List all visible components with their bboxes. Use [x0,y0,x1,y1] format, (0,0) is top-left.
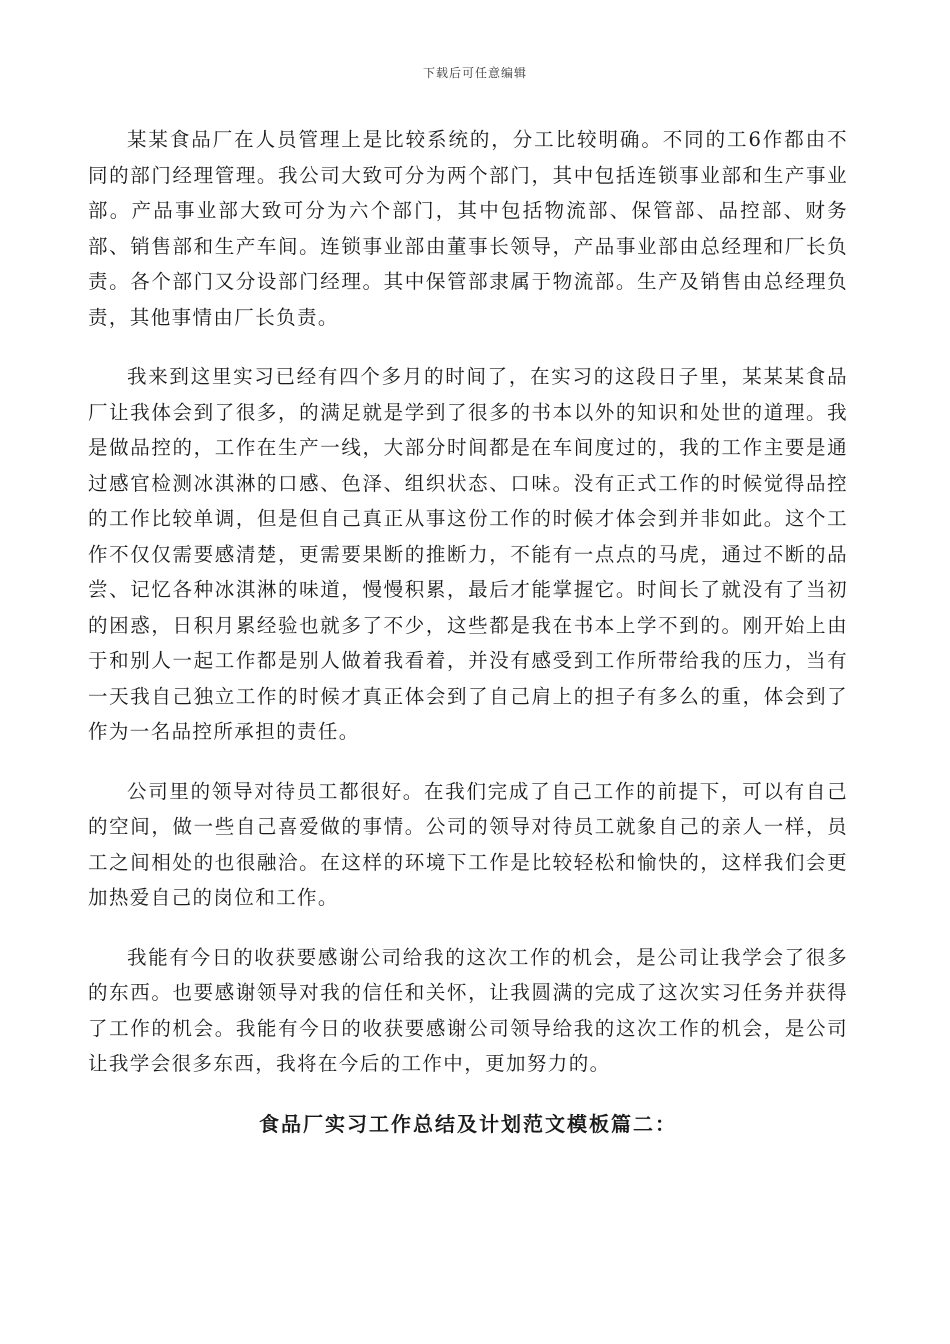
header-note: 下载后可任意编辑 [422,66,527,80]
document-body [88,122,848,1142]
paragraph-staff-management: 某某食品厂在人员管理上是比较系统的，分工比较明确。不同的工6作都由不同的部门经理管理。我公司大致可分为两个部门，其中包括连锁事业部和生产事业部。产品事业部大致可分为六个部门，其中包括物流部、保管部、品控部、财务部、销售部和生产车间。连锁事业部由董事长领导，产品事业部由总经理和厂长负责。各个部门又分设部门经理。其中保管部隶属于物流部。生产及销售由总经理负责，其他事情由厂长负责。 [88,128,848,329]
paragraph-leadership: 公司里的领导对待员工都很好。在我们完成了自己工作的前提下，可以有自己的空间，做一些自己喜爱做的事情。公司的领导对待员工就象自己的亲人一样，员工之间相处的也很融洽。在这样的环境下工作是比较轻松和愉快的，这样我们会更加热爱自己的岗位和工作。 [88,779,848,909]
paragraph-internship-experience: 我来到这里实习已经有四个多月的时间了，在实习的这段日子里，某某某食品厂让我体会到了很多，的满足就是学到了很多的书本以外的知识和处世的道理。我是做品控的，工作在生产一线，大部分时间都是在车间度过的，我的工作主要是通过感官检测冰淇淋的口感、色泽、组织状态、口味。没有正式工作的时候觉得品控的工作比较单调，但是但自己真正从事这份工作的时候才体会到并非如此。这个工作不仅仅需要感清楚，更需要果断的推断力，不能有一点点的马虎，通过不断的品尝、记忆各种冰淇淋的味道，慢慢积累，最后才能掌握它。时间长了就没有了当初的困惑，日积月累经验也就多了不少，这些都是我在书本上学不到的。刚开始上由于和别人一起工作都是别人做着我看着，并没有感受到工作所带给我的压力，当有一天我自己独立工作的时候才真正体会到了自己肩上的担子有多么的重，体会到了作为一名品控所承担的责任。 [88,365,848,743]
paragraph-gratitude: 我能有今日的收获要感谢公司给我的这次工作的机会，是公司让我学会了很多的东西。也要感谢领导对我的信任和关怀，让我圆满的完成了这次实习任务并获得了工作的机会。我能有今日的收获要感谢公司领导给我的这次工作的机会，是公司让我学会很多东西，我将在今后的工作中，更加努力的。 [88,945,848,1075]
section-heading: 食品厂实习工作总结及计划范文模板篇二： [259,1111,677,1136]
